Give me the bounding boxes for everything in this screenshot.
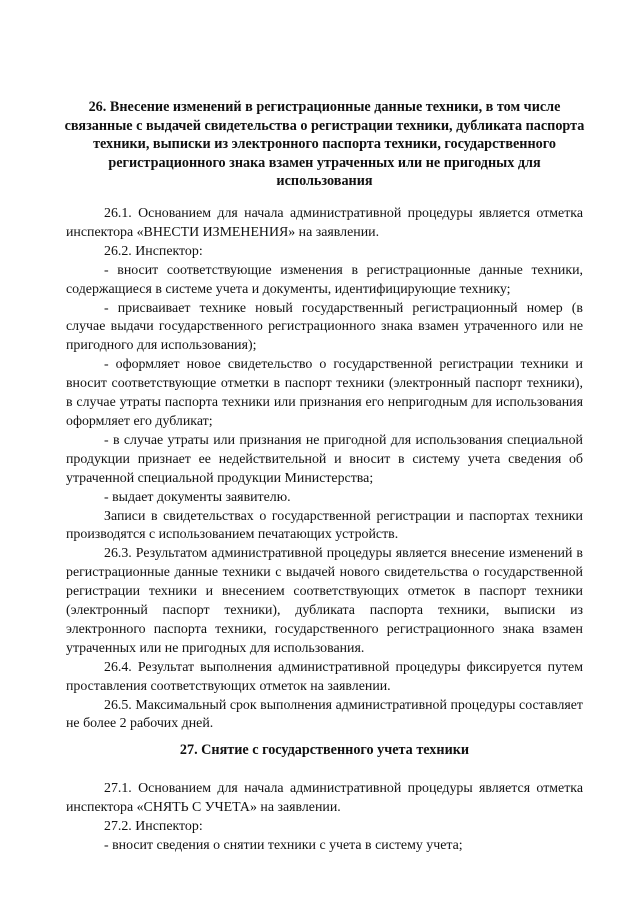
paragraph: 26.1. Основанием для начала административной процедуры является отметка инспектора «ВНЕСТИ ИЗМЕНЕНИЯ» на заявлении. <box>66 206 583 240</box>
paragraph: 27.1. Основанием для начала административной процедуры является отметка инспектора «СНЯТЬ С УЧЕТА» на заявлении. <box>66 781 583 815</box>
section-26-title: 26. Внесение изменений в регистрационные данные техники, в том числе связанные с выдачей свидетельства о регистрации техники, дубликата паспорта техники, выписки из электронного паспорта техники, государственного регистрационного знака взамен утраченных или не пригодных для использования <box>64 99 585 190</box>
list-item: - присваивает технике новый государственный регистрационный номер (в случае выдачи государственного регистрационного знака взамен утраченного или не пригодного для использования); <box>66 300 583 354</box>
section-27-body <box>66 780 583 856</box>
list-item: - выдает документы заявителю. <box>104 489 291 505</box>
list-item: - в случае утраты или признания не пригодной для использования специальной продукции признает ее недействительной и вносит в систему учета сведения об утраченной специальной продукции Министерства; <box>66 432 583 486</box>
section-26-body <box>66 205 583 734</box>
paragraph: 26.2. Инспектор: <box>104 243 203 259</box>
paragraph: 26.5. Максимальный срок выполнения административной процедуры составляет не более 2 рабочих дней. <box>66 697 583 732</box>
paragraph: 27.2. Инспектор: <box>104 818 203 834</box>
paragraph: 26.3. Результатом административной процедуры является внесение изменений в регистрационные данные техники с выдачей нового свидетельства о государственной регистрации техники и внесением соответствующих отметок в паспорт техники (электронный паспорт техники), дубликата паспорта техники, выписки из электронного паспорта техники, государственного регистрационного знака взамен утраченных или не пригодных для использования. <box>66 546 583 656</box>
section-27-title: 27. Снятие с государственного учета техники <box>179 742 470 758</box>
paragraph: Записи в свидетельствах о государственной регистрации и паспортах техники производятся с использованием печатающих устройств. <box>66 508 583 543</box>
list-item: - вносит соответствующие изменения в регистрационные данные техники, содержащиеся в системе учета и документы, идентифицирующие технику; <box>66 262 583 297</box>
list-item: - вносит сведения о снятии техники с учета в систему учета; <box>104 837 463 853</box>
paragraph: 26.4. Результат выполнения административной процедуры фиксируется путем проставления соответствующих отметок на заявлении. <box>66 659 583 694</box>
list-item: - оформляет новое свидетельство о государственной регистрации техники и вносит соответствующие отметки в паспорт техники (электронный паспорт техники), в случае утраты паспорта техники или признания его непригодным для использования оформляет его дубликат; <box>66 357 583 429</box>
